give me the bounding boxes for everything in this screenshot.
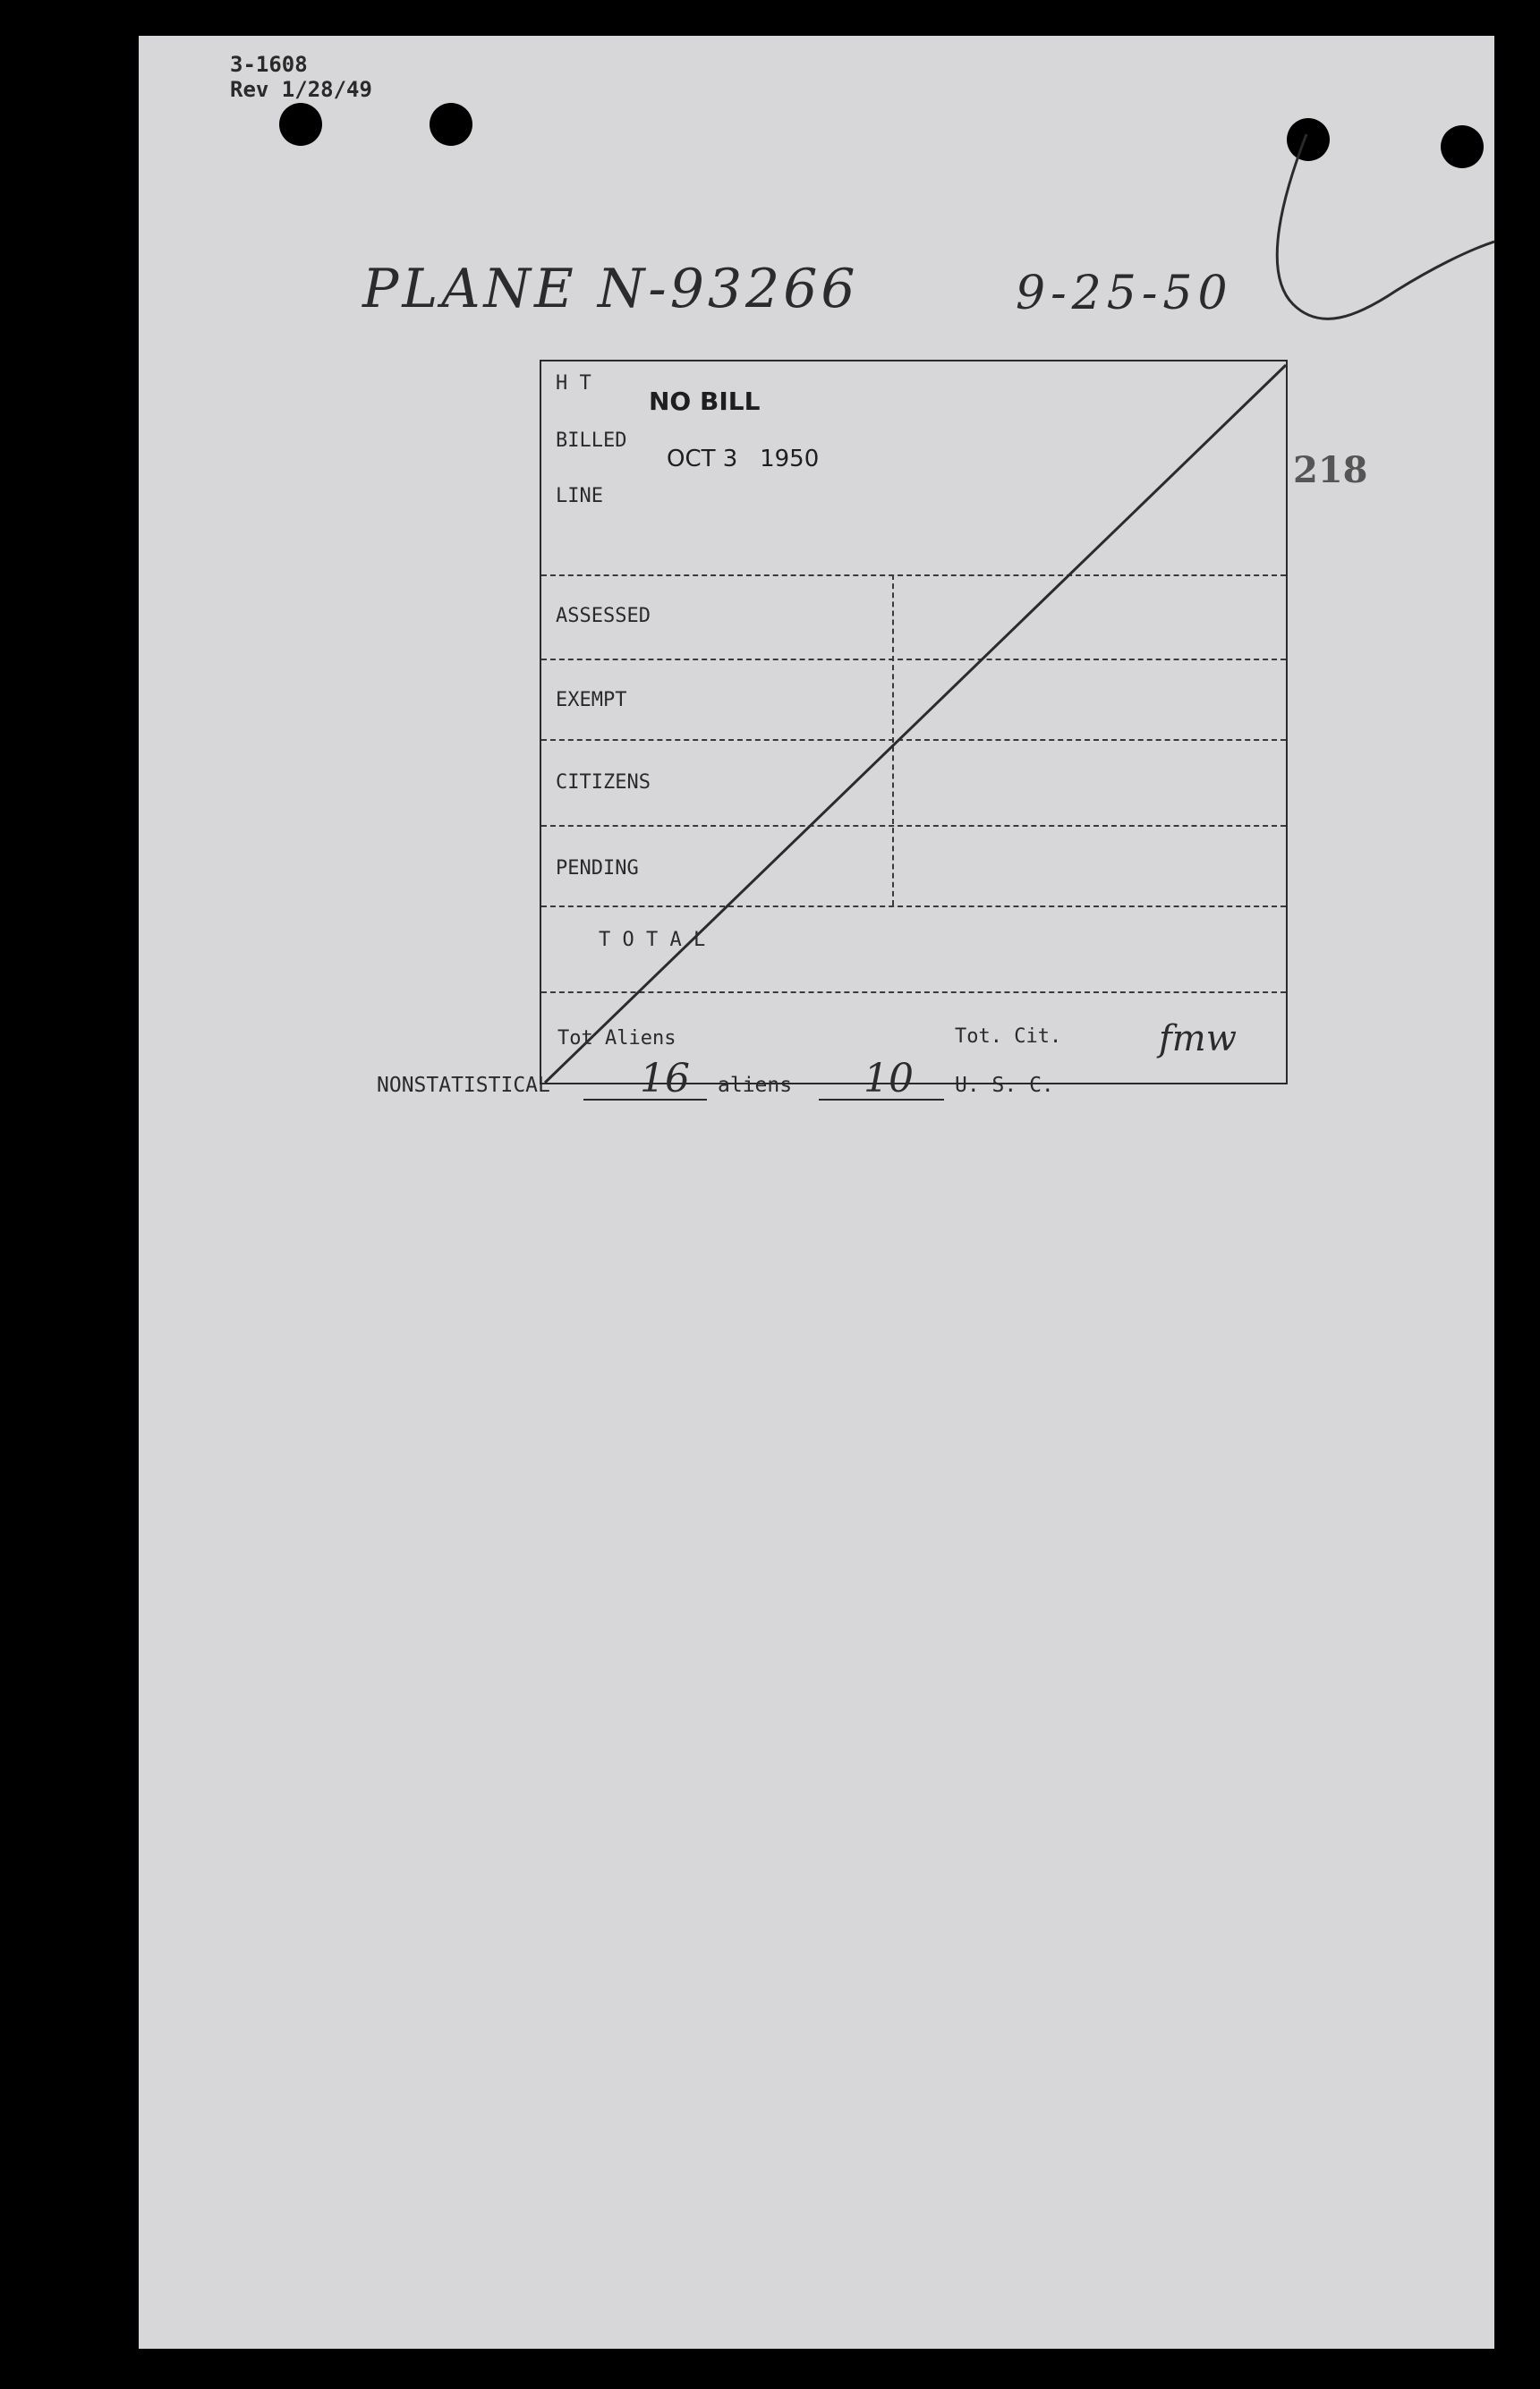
no-bill-stamp: NO BILL: [649, 387, 761, 416]
total-label: T O T A L: [599, 929, 706, 951]
usc-count: 10: [864, 1056, 914, 1101]
manifest-form-box: [540, 360, 1288, 1084]
page-number: 218: [1293, 449, 1368, 491]
handwritten-initials: fmw: [1159, 1018, 1237, 1059]
form-revision: Rev 1/28/49: [230, 77, 372, 102]
billed-label: BILLED: [556, 429, 627, 452]
punch-hole: [430, 103, 472, 146]
form-number: 3-1608: [230, 52, 308, 77]
citizens-label: CITIZENS: [556, 771, 651, 794]
tot-cit-label: Tot. Cit.: [955, 1025, 1062, 1048]
line-label: LINE: [556, 485, 603, 507]
punch-hole: [279, 103, 322, 146]
usc-label: U. S. C.: [955, 1074, 1054, 1097]
assessed-label: ASSESSED: [556, 605, 651, 627]
document-page: [139, 36, 1494, 2349]
tot-aliens-label: Tot Aliens: [557, 1027, 676, 1050]
aliens-count: 16: [640, 1056, 690, 1101]
billed-date-stamp: OCT 3 1950: [667, 446, 820, 472]
aliens-label: aliens: [718, 1074, 793, 1097]
ht-label: H T: [556, 372, 591, 395]
pen-stroke: [1239, 116, 1494, 358]
exempt-label: EXEMPT: [556, 689, 627, 711]
pending-label: PENDING: [556, 857, 639, 880]
handwritten-date: 9-25-50: [1016, 267, 1233, 320]
handwritten-plane-number: PLANE N-93266: [362, 258, 859, 320]
cancel-diagonal-line: [541, 361, 1289, 1086]
nonstatistical-label: NONSTATISTICAL: [377, 1074, 550, 1097]
